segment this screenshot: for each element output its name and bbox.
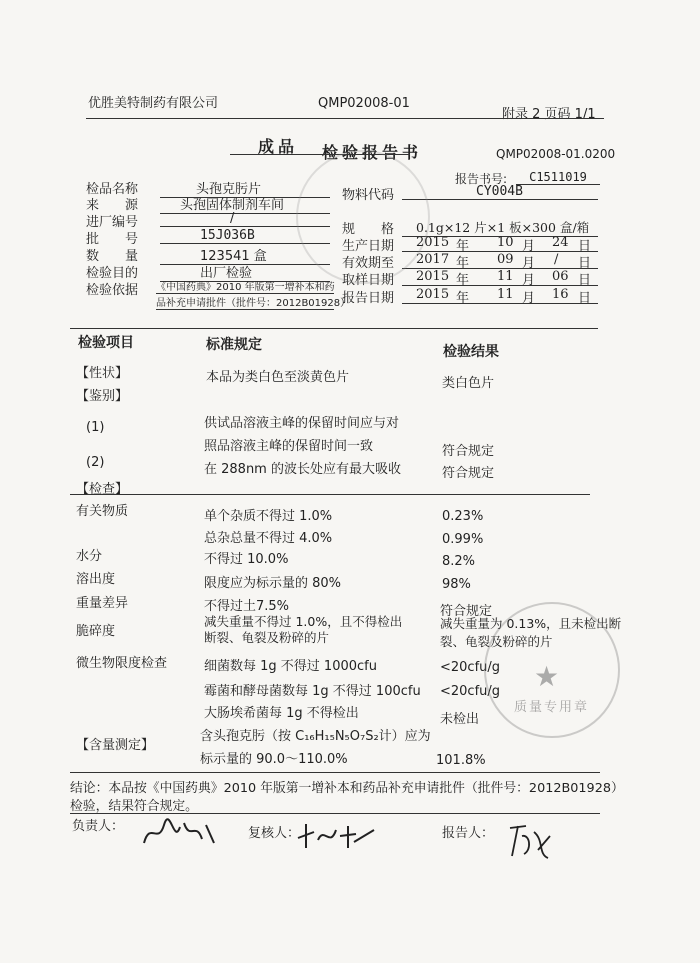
label-report-date: 报告日期 bbox=[342, 291, 395, 306]
title-left: 成品 bbox=[258, 137, 299, 156]
unit-month: 月 bbox=[522, 239, 536, 254]
label-purpose: 检验目的 bbox=[86, 266, 139, 281]
row-item: (2) bbox=[86, 455, 105, 470]
form-code: QMP02008-01.0200 bbox=[496, 147, 616, 161]
report-no-label: 报告书号: bbox=[455, 172, 508, 186]
expiry-date bbox=[402, 252, 598, 269]
page-info: 附录 2 页码 1/1 bbox=[502, 107, 596, 122]
row-result: 符合规定 bbox=[442, 444, 495, 459]
row-result: 101.8% bbox=[436, 753, 486, 768]
row-item: 【性状】 bbox=[76, 366, 129, 381]
label-source: 来 源 bbox=[86, 198, 139, 213]
production-day: 24 bbox=[552, 235, 569, 250]
conclusion-divider bbox=[70, 772, 600, 773]
value-basis-line1: 《中国药典》2010 年版第一增补本和药 bbox=[156, 278, 334, 294]
row-standard-line2: 断裂、龟裂及粉碎的片 bbox=[204, 630, 330, 645]
reporter-signature bbox=[504, 820, 556, 862]
production-year: 2015 bbox=[416, 235, 450, 250]
unit-day: 日 bbox=[578, 256, 592, 271]
doc-code: QMP02008-01 bbox=[318, 96, 410, 111]
unit-month: 月 bbox=[522, 291, 536, 306]
expiry-month: 09 bbox=[497, 252, 514, 267]
row-result: 8.2% bbox=[442, 554, 476, 569]
conclusion-line2: 检验，结果符合规定。 bbox=[70, 799, 198, 814]
reviewer-label: 复核人： bbox=[248, 826, 301, 841]
row-standard: 减失重量不得过 1.0%，且不得检出 bbox=[204, 614, 403, 629]
sampling-month: 11 bbox=[497, 269, 514, 284]
reviewer-signature bbox=[294, 818, 380, 854]
row-result: 类白色片 bbox=[442, 376, 495, 391]
row-item: 【鉴别】 bbox=[76, 389, 129, 404]
label-material-code: 物料代码 bbox=[342, 188, 395, 203]
row-item: 微生物限度检查 bbox=[76, 656, 168, 671]
title-right: 检验报告书 bbox=[322, 143, 423, 162]
row-item: 脆碎度 bbox=[76, 624, 116, 639]
value-source: 头孢固体制剂车间 bbox=[160, 194, 330, 214]
label-spec: 规 格 bbox=[342, 222, 395, 237]
row-standard: 细菌数每 1g 不得过 1000cfu bbox=[204, 659, 377, 674]
unit-day: 日 bbox=[578, 239, 592, 254]
row-item: (1) bbox=[86, 420, 105, 435]
reporter-label: 报告人： bbox=[442, 826, 495, 841]
report-day: 16 bbox=[552, 287, 569, 302]
quality-stamp bbox=[484, 602, 620, 738]
row-standard: 不得过土7.5% bbox=[204, 599, 290, 614]
row-result: 符合规定 bbox=[442, 466, 495, 481]
responsible-label: 负责人： bbox=[72, 819, 125, 834]
unit-year: 年 bbox=[456, 256, 470, 271]
sampling-year: 2015 bbox=[416, 269, 450, 284]
label-production-date: 生产日期 bbox=[342, 239, 395, 254]
star-icon: ★ bbox=[534, 660, 560, 693]
unit-month: 月 bbox=[522, 256, 536, 271]
sampling-date bbox=[402, 269, 598, 286]
row-standard: 照品溶液主峰的保留时间一致 bbox=[204, 439, 374, 454]
row-standard: 总杂总量不得过 4.0% bbox=[204, 531, 333, 546]
report-no-value: C1511019 bbox=[516, 170, 600, 185]
row-standard: 供试品溶液主峰的保留时间应与对 bbox=[204, 416, 400, 431]
label-sampling-date: 取样日期 bbox=[342, 273, 395, 288]
row-result-line2: 裂、龟裂及粉碎的片 bbox=[440, 634, 553, 649]
production-date bbox=[402, 235, 598, 252]
stamp-text: 质量专用章 bbox=[514, 700, 590, 715]
row-result: 98% bbox=[442, 577, 471, 592]
expiry-day: / bbox=[554, 252, 559, 267]
row-item: 水分 bbox=[76, 549, 103, 564]
value-spec: 0.1g×12 片×1 板×300 盒/箱 bbox=[402, 218, 598, 237]
label-batch-no: 批 号 bbox=[86, 232, 139, 247]
row-standard: 本品为类白色至淡黄色片 bbox=[206, 370, 350, 385]
col-header-result: 检验结果 bbox=[443, 344, 499, 360]
label-quantity: 数 量 bbox=[86, 249, 139, 264]
row-result: 0.99% bbox=[442, 532, 484, 547]
expiry-year: 2017 bbox=[416, 252, 450, 267]
section-divider bbox=[70, 494, 590, 495]
report-month: 11 bbox=[497, 287, 514, 302]
row-result: 符合规定 bbox=[440, 604, 493, 619]
unit-day: 日 bbox=[578, 273, 592, 288]
faint-seal bbox=[296, 150, 430, 284]
row-standard: 单个杂质不得过 1.0% bbox=[204, 509, 333, 524]
label-incoming-no: 进厂编号 bbox=[86, 215, 139, 230]
production-month: 10 bbox=[497, 235, 514, 250]
unit-month: 月 bbox=[522, 273, 536, 288]
row-item: 重量差异 bbox=[76, 596, 129, 611]
col-header-item: 检验项目 bbox=[78, 335, 134, 351]
responsible-signature bbox=[140, 815, 220, 849]
report-date bbox=[402, 287, 598, 304]
value-material-code: CY004B bbox=[402, 184, 598, 200]
sampling-day: 06 bbox=[552, 269, 569, 284]
row-result: 减失重量为 0.13%，且未检出断 bbox=[440, 616, 622, 631]
row-item: 溶出度 bbox=[76, 572, 116, 587]
label-basis: 检验依据 bbox=[86, 283, 139, 298]
unit-year: 年 bbox=[456, 291, 470, 306]
company-name: 优胜美特制药有限公司 bbox=[88, 96, 219, 111]
row-item: 有关物质 bbox=[76, 504, 129, 519]
row-result: 未检出 bbox=[440, 712, 480, 727]
row-result: 0.23% bbox=[442, 509, 484, 524]
header-divider bbox=[86, 118, 604, 119]
label-expiry-date: 有效期至 bbox=[342, 256, 395, 271]
row-standard: 霉菌和酵母菌数每 1g 不得过 100cfu bbox=[204, 684, 421, 699]
unit-year: 年 bbox=[456, 239, 470, 254]
row-result: <20cfu/g bbox=[440, 660, 501, 675]
value-incoming-no: / bbox=[160, 211, 330, 227]
col-header-standard: 标准规定 bbox=[206, 337, 262, 353]
value-basis-line2: 品补充申请批件（批件号：2012B01928） bbox=[156, 294, 334, 310]
row-result: <20cfu/g bbox=[440, 684, 501, 699]
conclusion-bottom-divider bbox=[70, 813, 600, 814]
row-standard: 含头孢克肟（按 C₁₆H₁₅N₅O₇S₂计）应为 bbox=[200, 729, 431, 744]
value-batch-no: 15J036B bbox=[160, 228, 330, 244]
report-year: 2015 bbox=[416, 287, 450, 302]
row-item: 【含量测定】 bbox=[76, 738, 155, 753]
row-item: 【检查】 bbox=[76, 482, 129, 497]
row-standard-line2: 标示量的 90.0～110.0% bbox=[200, 752, 348, 767]
row-standard: 限度应为标示量的 80% bbox=[204, 576, 342, 591]
label-product-name: 检品名称 bbox=[86, 182, 139, 197]
row-standard: 大肠埃希菌每 1g 不得检出 bbox=[204, 706, 359, 721]
conclusion-line1: 结论：本品按《中国药典》2010 年版第一增补本和药品补充申请批件（批件号：2012B01928） bbox=[70, 781, 624, 796]
row-standard: 不得过 10.0% bbox=[204, 552, 289, 567]
value-product-name: 头孢克肟片 bbox=[160, 178, 330, 198]
info-divider bbox=[70, 328, 598, 329]
value-purpose: 出厂检验 bbox=[160, 262, 330, 282]
unit-year: 年 bbox=[456, 273, 470, 288]
row-standard: 在 288nm 的波长处应有最大吸收 bbox=[204, 462, 401, 477]
unit-day: 日 bbox=[578, 291, 592, 306]
value-quantity: 123541 盒 bbox=[160, 245, 330, 265]
